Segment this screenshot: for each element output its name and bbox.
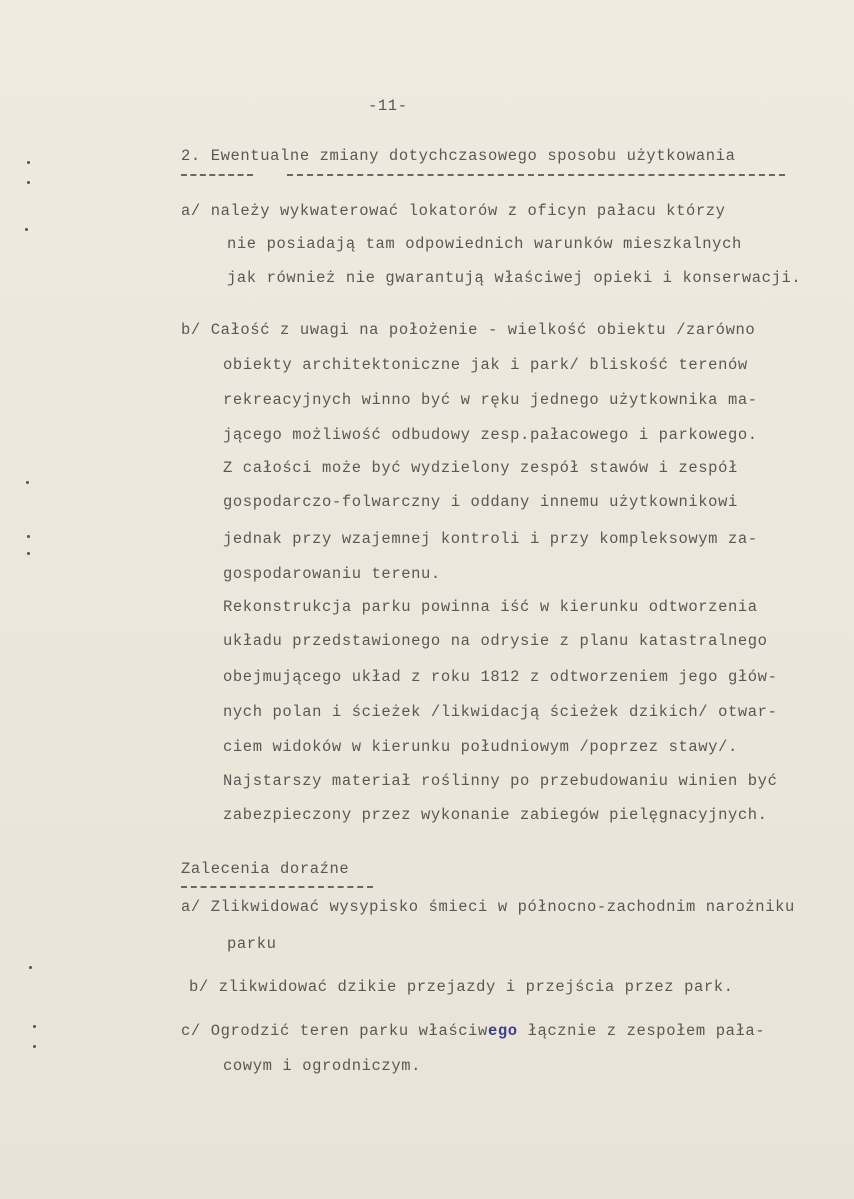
section-b-line-8: gospodarowaniu terenu. — [223, 565, 441, 583]
section-b-line-3: rekreacyjnych winno być w ręku jednego użytkownika ma- — [223, 391, 758, 409]
heading-underline-text — [287, 174, 785, 176]
section-b-line-10: układu przedstawionego na odrysie z planu katastralnego — [223, 632, 768, 650]
handwritten-correction: ego — [487, 1022, 518, 1040]
section-b-line-14: Najstarszy materiał roślinny po przebudowaniu winien być — [223, 772, 778, 790]
section-b-line-7: jednak przy wzajemnej kontroli i przy kompleksowym za- — [223, 530, 758, 548]
section-b-line-2: obiekty architektoniczne jak i park/ bliskość terenów — [223, 356, 748, 374]
recommendations-underline — [181, 886, 373, 888]
recommendation-c-prefix: c/ Ogrodzić teren parku właściw — [181, 1022, 488, 1040]
margin-mark — [33, 1045, 36, 1048]
margin-mark — [26, 481, 29, 484]
margin-mark — [29, 966, 32, 969]
section-b-line-15: zabezpieczony przez wykonanie zabiegów pielęgnacyjnych. — [223, 806, 768, 824]
recommendation-a-line-1: a/ Zlikwidować wysypisko śmieci w północno-zachodnim narożniku — [181, 898, 795, 916]
section-b-line-5: Z całości może być wydzielony zespół stawów i zespół — [223, 459, 738, 477]
recommendation-c-suffix: łącznie z zespołem pała- — [517, 1022, 766, 1040]
section-a-line-3: jak również nie gwarantują właściwej opieki i konserwacji. — [227, 269, 802, 287]
recommendation-c-line-1 — [181, 1021, 765, 1041]
section-b-line-9: Rekonstrukcja parku powinna iść w kierunku odtworzenia — [223, 598, 758, 616]
section-heading: 2. Ewentualne zmiany dotychczasowego sposobu użytkowania — [181, 147, 736, 165]
recommendation-a-line-2: parku — [227, 935, 277, 953]
margin-mark — [27, 181, 30, 184]
page-number: -11- — [368, 97, 408, 115]
margin-mark — [25, 228, 28, 231]
margin-mark — [27, 161, 30, 164]
recommendation-c-line-2: cowym i ogrodniczym. — [223, 1057, 422, 1075]
section-b-line-12: nych polan i ścieżek /likwidacją ścieżek dzikich/ otwar- — [223, 703, 778, 721]
section-b-line-4: jącego możliwość odbudowy zesp.pałacowego i parkowego. — [223, 426, 758, 444]
recommendation-b-line-1: b/ zlikwidować dzikie przejazdy i przejścia przez park. — [189, 978, 734, 996]
section-a-line-1: a/ należy wykwaterować lokatorów z oficyn pałacu którzy — [181, 202, 726, 220]
section-a-line-2: nie posiadają tam odpowiednich warunków mieszkalnych — [227, 235, 742, 253]
margin-mark — [33, 1025, 36, 1028]
section-b-line-13: ciem widoków w kierunku południowym /poprzez stawy/. — [223, 738, 738, 756]
section-b-line-11: obejmującego układ z roku 1812 z odtworzeniem jego głów- — [223, 668, 778, 686]
section-b-line-1: b/ Całość z uwagi na położenie - wielkość obiektu /zarówno — [181, 321, 756, 339]
margin-mark — [27, 535, 30, 538]
margin-mark — [27, 552, 30, 555]
recommendations-heading: Zalecenia doraźne — [181, 860, 350, 878]
section-b-line-6: gospodarczo-folwarczny i oddany innemu użytkownikowi — [223, 493, 738, 511]
heading-underline-number — [181, 174, 253, 176]
